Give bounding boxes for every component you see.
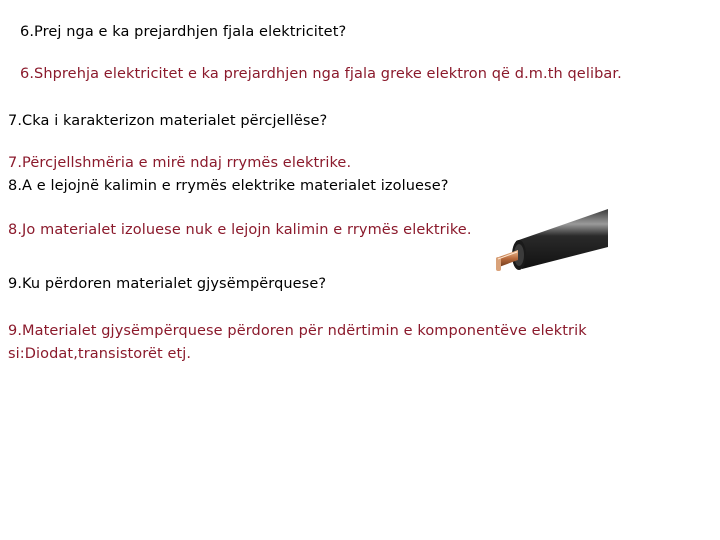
question-8: 8.A e lejojnë kalimin e rrymës elektrike materialet izoluese? [8, 178, 449, 194]
insulated-cable-icon [496, 203, 608, 275]
answer-7: 7.Përcjellshmëria e mirë ndaj rrymës elektrike. [8, 155, 352, 171]
question-6: 6.Prej nga e ka prejardhjen fjala elektricitet? [20, 24, 347, 40]
answer-8: 8.Jo materialet izoluese nuk e lejojn kalimin e rrymës elektrike. [8, 222, 472, 238]
question-9: 9.Ku përdoren materialet gjysëmpërquese? [8, 276, 327, 292]
answer-9-line-1: 9.Materialet gjysëmpërquese përdoren për ndërtimin e komponentëve elektrik [8, 323, 587, 339]
question-7: 7.Cka i karakterizon materialet përcjellëse? [8, 113, 328, 129]
answer-9-line-2: si:Diodat,transistorët etj. [8, 346, 192, 362]
answer-6: 6.Shprehja elektricitet e ka prejardhjen nga fjala greke elektron që d.m.th qelibar. [20, 66, 622, 82]
